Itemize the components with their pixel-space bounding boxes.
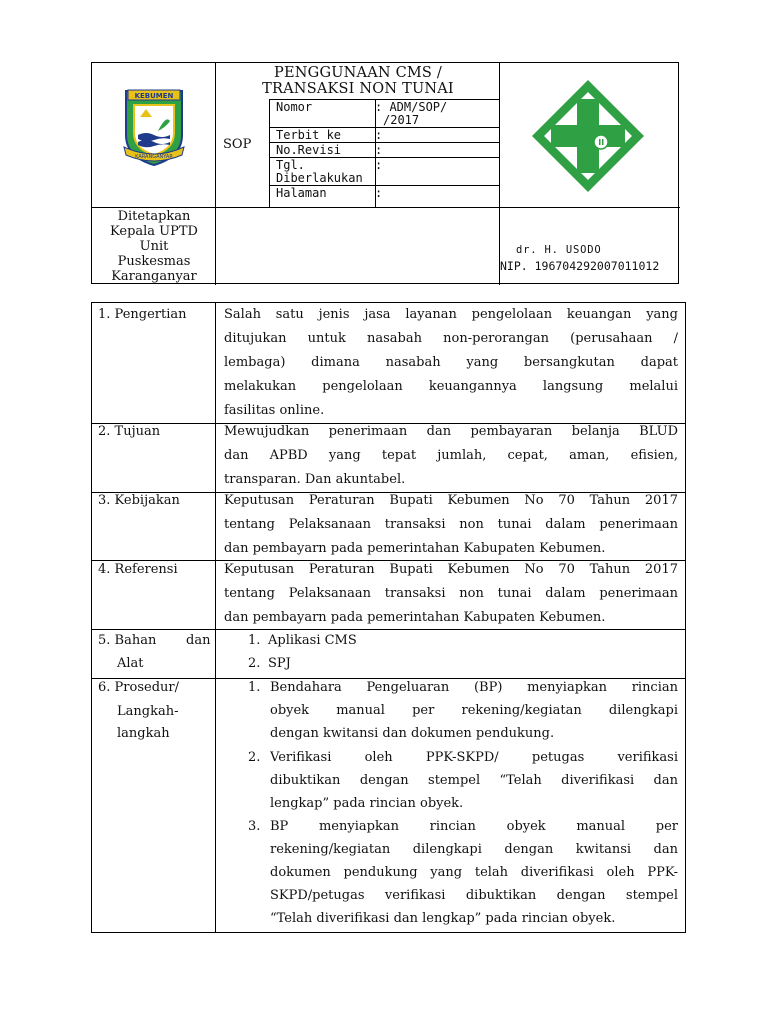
text-line: lengkap” pada rincian obyek.	[270, 796, 464, 811]
signer-nip: NIP. 196704292007011012	[500, 259, 660, 273]
meta-label-nomor: Nomor	[276, 100, 313, 114]
ditetapkan-line: Karanganyar	[111, 269, 197, 284]
text-line: Salah satu jenis jasa layanan pengelolaan keuangan yang	[224, 307, 678, 322]
meta-label-terbit: Terbit ke	[276, 128, 342, 142]
text-line: fasilitas online.	[224, 403, 325, 418]
sop-header-table	[91, 62, 679, 284]
text-line: dengan kwitansi dan dokumen pendukung.	[270, 726, 555, 741]
text-line: dibuktikan dengan stempel “Telah diverifikasi dan	[270, 773, 678, 788]
text-line: “Telah diverifikasi dan lengkap” pada rincian obyek.	[270, 911, 616, 926]
crest-name-text: KEBUMEN	[134, 92, 174, 100]
text-line: Keputusan Peraturan Bupati Kebumen No 70 Tahun 2017	[224, 493, 678, 508]
divider	[92, 207, 680, 208]
text-line: rekening/kegiatan dilengkapi dengan kwitansi dan	[270, 842, 678, 857]
ditetapkan-line: Unit	[139, 239, 169, 254]
meta-value-nomor: : ADM/SOP/	[375, 100, 448, 114]
section-text-kebijakan	[224, 489, 678, 561]
procedure-step-3	[270, 815, 678, 930]
text-line: SKPD/petugas verifikasi dibuktikan dengan stempel	[270, 888, 678, 903]
section-text-pengertian	[224, 303, 678, 423]
text-line: dan pembayarn pada pemerintahan Kabupaten Kebumen.	[224, 541, 606, 556]
list-item: Aplikasi CMS	[268, 633, 357, 648]
section-label-alat: Alat	[117, 656, 144, 671]
section-label-langkah: Langkah-	[117, 704, 179, 719]
section-label-bahan-dan: dan	[186, 633, 211, 648]
meta-value-revisi: :	[375, 143, 383, 157]
meta-label-diberlakukan: Diberlakukan	[276, 171, 363, 185]
meta-label-halaman: Halaman	[276, 186, 327, 200]
meta-value-nomor-2: /2017	[383, 113, 420, 127]
section-label-tujuan: 2. Tujuan	[98, 424, 161, 439]
text-line: tentang Pelaksanaan transaksi non tunai dalam penerimaan	[224, 517, 678, 532]
text-line: dan APBD yang tepat jumlah, cepat, aman, efisien,	[224, 448, 678, 463]
sop-content-table	[91, 302, 686, 933]
meta-label-revisi: No.Revisi	[276, 143, 342, 157]
list-item-number: 2.	[248, 656, 261, 671]
text-line: Bendahara Pengeluaran (BP) menyiapkan rincian	[270, 680, 678, 695]
section-label-pengertian: 1. Pengertian	[98, 307, 187, 322]
text-line: Keputusan Peraturan Bupati Kebumen No 70 Tahun 2017	[224, 562, 678, 577]
section-label-prosedur: 6. Prosedur/	[98, 680, 179, 695]
text-line: lembaga) dimana nasabah yang bersangkutan dapat	[224, 355, 678, 370]
text-line: dan pembayarn pada pemerintahan Kabupaten Kebumen.	[224, 610, 606, 625]
divider	[215, 303, 216, 932]
text-line: ditujukan untuk nasabah non-perorangan (perusahaan /	[224, 331, 678, 346]
meta-label-tgl: Tgl.	[276, 158, 305, 172]
text-line: tentang Pelaksanaan transaksi non tunai dalam penerimaan	[224, 586, 678, 601]
signer-name: dr. H. USODO	[516, 244, 602, 256]
crest-banner-text: KARANGANYAR	[135, 154, 173, 160]
kebumen-crest-logo	[122, 87, 186, 167]
ditetapkan-line: Puskesmas	[117, 254, 191, 269]
text-line: BP menyiapkan rincian obyek manual per	[270, 819, 678, 834]
sop-label: SOP	[223, 137, 252, 152]
meta-value-halaman: :	[375, 186, 383, 200]
section-label-kebijakan: 3. Kebijakan	[98, 493, 180, 508]
text-line: Mewujudkan penerimaan dan pembayaran belanja BLUD	[224, 424, 678, 439]
ditetapkan-line: Kepala UPTD	[110, 224, 198, 239]
list-item: SPJ	[268, 656, 291, 671]
list-item-number: 1.	[248, 633, 261, 648]
text-line: transparan. Dan akuntabel.	[224, 472, 406, 487]
section-label-langkah-2: langkah	[117, 726, 170, 741]
divider	[269, 99, 270, 207]
text-line: Verifikasi oleh PPK-SKPD/ petugas verifikasi	[270, 750, 678, 765]
section-text-tujuan	[224, 420, 678, 492]
procedure-step-2	[270, 746, 678, 815]
text-line: obyek manual per rekening/kegiatan dilengkapi	[270, 703, 678, 718]
meta-value-terbit: :	[375, 128, 383, 142]
title-line-2: TRANSAKSI NON TUNAI	[262, 81, 454, 97]
section-label-referensi: 4. Referensi	[98, 562, 178, 577]
procedure-step-1	[270, 676, 678, 745]
ditetapkan-block	[98, 209, 210, 284]
list-item-number: 2.	[248, 750, 261, 765]
text-line: dokumen pendukung yang telah diverifikasi oleh PPK-	[270, 865, 678, 880]
meta-value-tgl: :	[375, 158, 383, 172]
puskesmas-logo	[529, 77, 647, 195]
section-text-referensi	[224, 558, 678, 630]
ditetapkan-line: Ditetapkan	[117, 209, 191, 224]
section-label-bahan: 5. Bahan	[98, 633, 157, 648]
title-line-1: PENGGUNAAN CMS /	[274, 65, 442, 81]
document-title	[216, 65, 500, 97]
list-item-number: 1.	[248, 680, 261, 695]
text-line: melakukan pengelolaan keuangannya langsung melalui	[224, 379, 678, 394]
list-item-number: 3.	[248, 819, 261, 834]
